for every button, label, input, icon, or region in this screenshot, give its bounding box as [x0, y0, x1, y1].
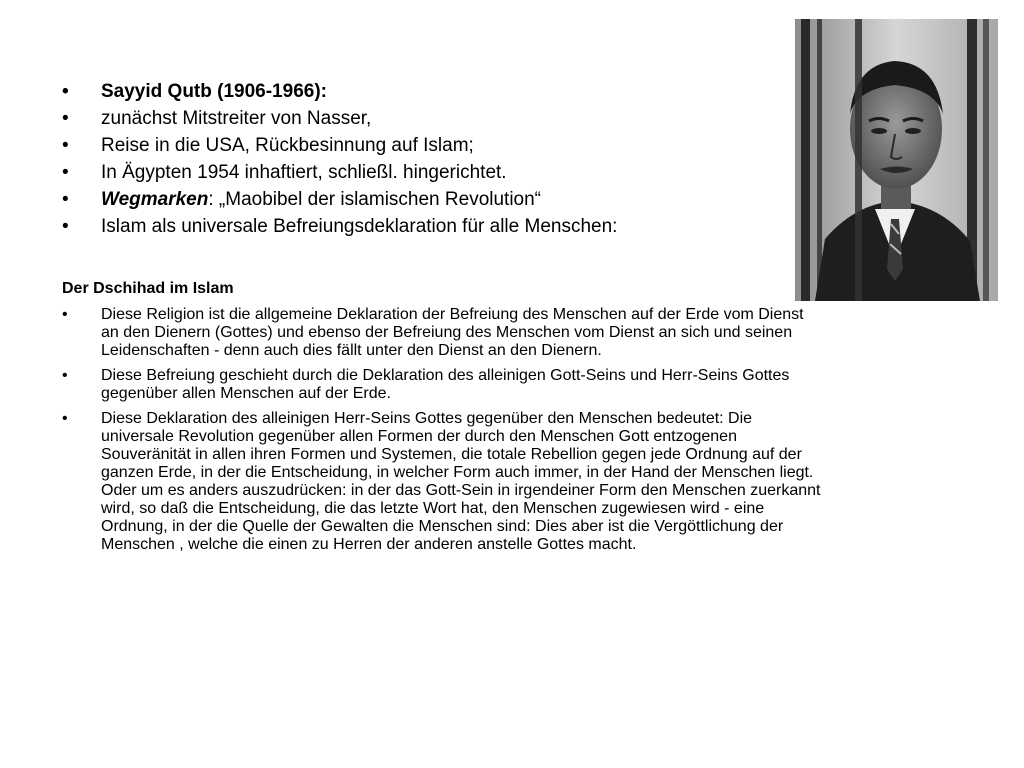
list-item-text: In Ägypten 1954 inhaftiert, schließl. hingerichtet.	[101, 162, 507, 183]
list-item-text: Diese Deklaration des alleinigen Herr-Seins Gottes gegenüber den Menschen bedeutet: Die universale Revolution gegenüber allen Formen der durch den Menschen Gott entzogenen Souveränität in allen ihren Formen und Systemen, die totale Rebellion gegen jede Ordnung auf der ganzen Erde, in der die Entscheidung, in welcher Form auch immer, in der Hand der Menschen liegt. Oder um es anders auszudrücken: in der das Gott-Sein in irgendeiner Form den Menschen zuerkannt wird, so daß die Entscheidung, die das letzte Wort hat, den Menschen zugewiesen wird - eine Ordnung, in der die Quelle der Gewalten die Menschen sind: Dies aber ist die Vergöttlichung der Menschen , welche die einen zu Herren der anderen anstelle Gottes macht.	[101, 410, 821, 553]
bullet-icon: •	[62, 189, 69, 210]
list-item	[62, 306, 822, 360]
body-bullet-list	[62, 306, 822, 561]
list-item	[62, 105, 762, 132]
bullet-icon: •	[62, 135, 69, 156]
section-heading: Der Dschihad im Islam	[62, 280, 234, 297]
bullet-icon: •	[62, 81, 69, 102]
bullet-icon: •	[62, 306, 68, 323]
list-item-text: Diese Religion ist die allgemeine Deklaration der Befreiung des Menschen auf der Erde vom Dienst an den Dienern (Gottes) und ebenso der Befreiung des Menschen vom Dienst an sich und seinen Leidenschaften - denn auch dies fällt unter den Dienst an den Dienern.	[101, 306, 804, 359]
bullet-icon: •	[62, 367, 68, 384]
portrait-photo	[795, 19, 998, 301]
bullet-icon: •	[62, 410, 68, 427]
list-item-text: zunächst Mitstreiter von Nasser,	[101, 108, 372, 129]
list-item	[62, 410, 822, 554]
intro-bullet-list	[62, 78, 762, 240]
portrait-image	[795, 19, 998, 301]
list-item	[62, 213, 762, 240]
list-item	[62, 132, 762, 159]
bullet-icon: •	[62, 108, 69, 129]
list-item	[62, 159, 762, 186]
list-item-text: : „Maobibel der islamischen Revolution“	[208, 189, 542, 210]
list-item-text: Diese Befreiung geschieht durch die Deklaration des alleinigen Gott-Seins und Herr-Seins Gottes gegenüber allen Menschen auf der Erde.	[101, 367, 790, 402]
list-item	[62, 367, 822, 403]
bullet-icon: •	[62, 216, 69, 237]
bullet-icon: •	[62, 162, 69, 183]
list-item	[62, 78, 762, 105]
list-item-text: Sayyid Qutb (1906-1966):	[101, 81, 327, 102]
list-item-text: Islam als universale Befreiungsdeklaration für alle Menschen:	[101, 216, 618, 237]
list-item	[62, 186, 762, 213]
list-item-text: Reise in die USA, Rückbesinnung auf Islam;	[101, 135, 474, 156]
book-title-emphasis: Wegmarken	[101, 189, 209, 210]
